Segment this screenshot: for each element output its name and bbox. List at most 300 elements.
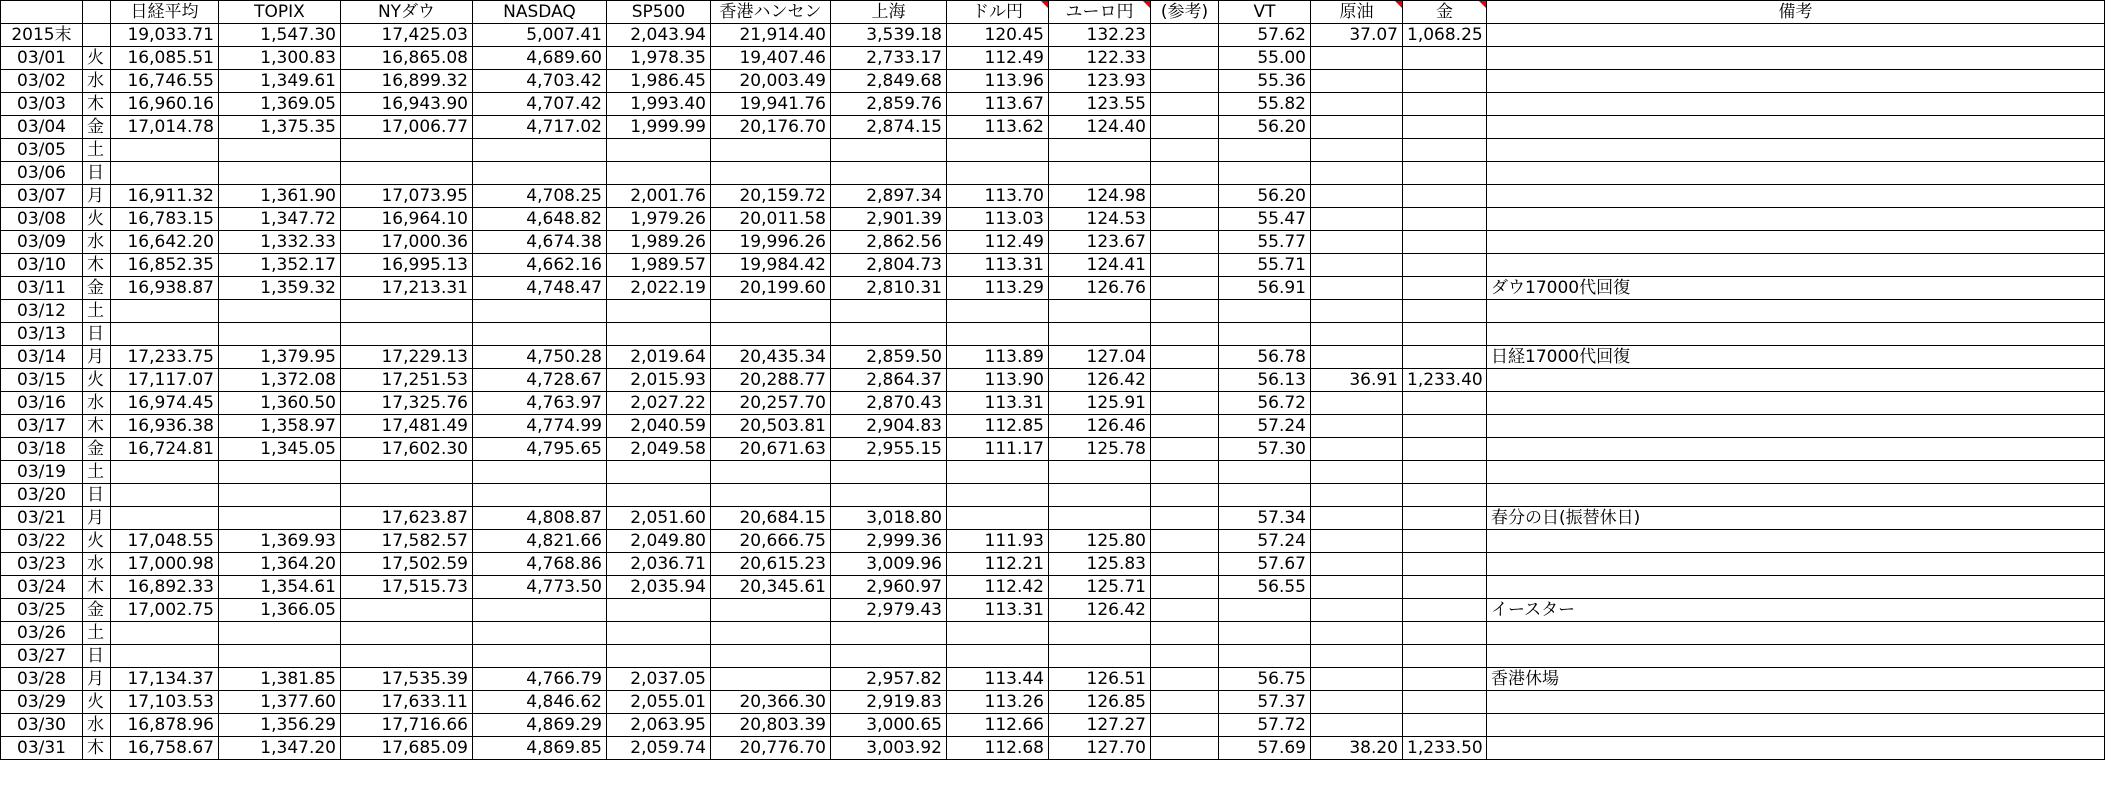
cell-sp500[interactable]: 2,019.64 xyxy=(607,346,711,369)
cell-nasdaq[interactable]: 4,766.79 xyxy=(473,668,607,691)
cell-topix[interactable] xyxy=(219,484,341,507)
cell-gold[interactable]: 1,233.50 xyxy=(1403,737,1487,760)
cell-hang-seng[interactable] xyxy=(711,323,831,346)
cell-vt[interactable]: 57.24 xyxy=(1219,415,1311,438)
cell-hang-seng[interactable]: 19,984.42 xyxy=(711,254,831,277)
cell-usd-jpy[interactable]: 111.93 xyxy=(947,530,1049,553)
cell-nasdaq[interactable] xyxy=(473,139,607,162)
cell-vt[interactable]: 55.00 xyxy=(1219,47,1311,70)
cell-reference[interactable] xyxy=(1151,714,1219,737)
cell-gold[interactable] xyxy=(1403,599,1487,622)
cell-sp500[interactable] xyxy=(607,622,711,645)
cell-shanghai[interactable]: 2,862.56 xyxy=(831,231,947,254)
cell-notes[interactable] xyxy=(1487,461,2105,484)
cell-notes[interactable] xyxy=(1487,70,2105,93)
cell-weekday[interactable]: 水 xyxy=(83,392,111,415)
cell-nasdaq[interactable]: 4,708.25 xyxy=(473,185,607,208)
cell-eur-jpy[interactable]: 126.51 xyxy=(1049,668,1151,691)
cell-hang-seng[interactable]: 20,435.34 xyxy=(711,346,831,369)
cell-sp500[interactable]: 2,040.59 xyxy=(607,415,711,438)
cell-notes[interactable] xyxy=(1487,714,2105,737)
cell-topix[interactable] xyxy=(219,323,341,346)
cell-date[interactable]: 03/26 xyxy=(1,622,83,645)
cell-eur-jpy[interactable]: 126.76 xyxy=(1049,277,1151,300)
cell-sp500[interactable]: 1,986.45 xyxy=(607,70,711,93)
cell-topix[interactable]: 1,354.61 xyxy=(219,576,341,599)
cell-weekday[interactable]: 水 xyxy=(83,714,111,737)
cell-weekday[interactable]: 土 xyxy=(83,622,111,645)
cell-vt[interactable]: 57.24 xyxy=(1219,530,1311,553)
cell-crude-oil[interactable] xyxy=(1311,668,1403,691)
cell-date[interactable]: 03/07 xyxy=(1,185,83,208)
cell-hang-seng[interactable]: 20,199.60 xyxy=(711,277,831,300)
cell-gold[interactable] xyxy=(1403,139,1487,162)
cell-vt[interactable] xyxy=(1219,599,1311,622)
cell-nasdaq[interactable] xyxy=(473,323,607,346)
cell-hang-seng[interactable] xyxy=(711,139,831,162)
cell-shanghai[interactable]: 3,018.80 xyxy=(831,507,947,530)
cell-shanghai[interactable]: 2,859.50 xyxy=(831,346,947,369)
cell-shanghai[interactable]: 2,955.15 xyxy=(831,438,947,461)
cell-vt[interactable]: 57.62 xyxy=(1219,24,1311,47)
cell-ny-dow[interactable]: 17,000.36 xyxy=(341,231,473,254)
cell-eur-jpy[interactable]: 125.91 xyxy=(1049,392,1151,415)
cell-usd-jpy[interactable]: 112.66 xyxy=(947,714,1049,737)
header-nikkei[interactable]: 日経平均 xyxy=(111,1,219,24)
cell-gold[interactable] xyxy=(1403,484,1487,507)
cell-shanghai[interactable]: 3,000.65 xyxy=(831,714,947,737)
cell-date[interactable]: 03/10 xyxy=(1,254,83,277)
cell-nasdaq[interactable] xyxy=(473,622,607,645)
cell-eur-jpy[interactable]: 124.98 xyxy=(1049,185,1151,208)
cell-nasdaq[interactable] xyxy=(473,599,607,622)
cell-nikkei[interactable]: 16,783.15 xyxy=(111,208,219,231)
cell-crude-oil[interactable] xyxy=(1311,507,1403,530)
cell-usd-jpy[interactable]: 113.31 xyxy=(947,254,1049,277)
cell-usd-jpy[interactable]: 113.31 xyxy=(947,599,1049,622)
header-sp500[interactable]: SP500 xyxy=(607,1,711,24)
cell-weekday[interactable]: 火 xyxy=(83,369,111,392)
header-usd-jpy[interactable]: ドル円 xyxy=(947,1,1049,24)
cell-hang-seng[interactable]: 19,407.46 xyxy=(711,47,831,70)
cell-shanghai[interactable]: 2,919.83 xyxy=(831,691,947,714)
cell-nikkei[interactable]: 16,960.16 xyxy=(111,93,219,116)
cell-vt[interactable] xyxy=(1219,300,1311,323)
cell-usd-jpy[interactable]: 113.70 xyxy=(947,185,1049,208)
cell-date[interactable]: 03/17 xyxy=(1,415,83,438)
cell-weekday[interactable]: 火 xyxy=(83,530,111,553)
header-reference[interactable]: (参考) xyxy=(1151,1,1219,24)
cell-gold[interactable] xyxy=(1403,553,1487,576)
cell-shanghai[interactable]: 2,804.73 xyxy=(831,254,947,277)
cell-sp500[interactable]: 2,055.01 xyxy=(607,691,711,714)
cell-notes[interactable] xyxy=(1487,553,2105,576)
cell-gold[interactable] xyxy=(1403,530,1487,553)
cell-usd-jpy[interactable] xyxy=(947,645,1049,668)
cell-gold[interactable] xyxy=(1403,691,1487,714)
cell-nikkei[interactable]: 16,746.55 xyxy=(111,70,219,93)
cell-ny-dow[interactable]: 17,716.66 xyxy=(341,714,473,737)
cell-ny-dow[interactable]: 17,633.11 xyxy=(341,691,473,714)
cell-topix[interactable]: 1,364.20 xyxy=(219,553,341,576)
cell-hang-seng[interactable]: 21,914.40 xyxy=(711,24,831,47)
cell-eur-jpy[interactable]: 125.78 xyxy=(1049,438,1151,461)
cell-shanghai[interactable]: 2,733.17 xyxy=(831,47,947,70)
cell-nikkei[interactable] xyxy=(111,461,219,484)
cell-vt[interactable]: 57.69 xyxy=(1219,737,1311,760)
cell-weekday[interactable]: 金 xyxy=(83,438,111,461)
cell-sp500[interactable] xyxy=(607,645,711,668)
cell-vt[interactable] xyxy=(1219,162,1311,185)
cell-reference[interactable] xyxy=(1151,737,1219,760)
cell-notes[interactable] xyxy=(1487,231,2105,254)
cell-eur-jpy[interactable] xyxy=(1049,162,1151,185)
cell-crude-oil[interactable] xyxy=(1311,461,1403,484)
cell-notes[interactable]: 春分の日(振替休日) xyxy=(1487,507,2105,530)
cell-notes[interactable] xyxy=(1487,392,2105,415)
cell-date[interactable]: 03/16 xyxy=(1,392,83,415)
cell-shanghai[interactable]: 2,874.15 xyxy=(831,116,947,139)
cell-date[interactable]: 03/09 xyxy=(1,231,83,254)
cell-weekday[interactable]: 金 xyxy=(83,116,111,139)
cell-ny-dow[interactable] xyxy=(341,300,473,323)
cell-ny-dow[interactable]: 17,502.59 xyxy=(341,553,473,576)
cell-ny-dow[interactable]: 17,582.57 xyxy=(341,530,473,553)
cell-topix[interactable] xyxy=(219,507,341,530)
cell-ny-dow[interactable]: 16,899.32 xyxy=(341,70,473,93)
cell-sp500[interactable] xyxy=(607,300,711,323)
cell-topix[interactable] xyxy=(219,622,341,645)
cell-crude-oil[interactable] xyxy=(1311,93,1403,116)
cell-sp500[interactable]: 2,035.94 xyxy=(607,576,711,599)
cell-ny-dow[interactable]: 17,425.03 xyxy=(341,24,473,47)
cell-topix[interactable]: 1,345.05 xyxy=(219,438,341,461)
cell-nasdaq[interactable]: 4,768.86 xyxy=(473,553,607,576)
cell-sp500[interactable] xyxy=(607,139,711,162)
cell-usd-jpy[interactable] xyxy=(947,162,1049,185)
cell-vt[interactable]: 55.77 xyxy=(1219,231,1311,254)
cell-eur-jpy[interactable]: 127.27 xyxy=(1049,714,1151,737)
cell-weekday[interactable]: 水 xyxy=(83,70,111,93)
cell-shanghai[interactable]: 2,864.37 xyxy=(831,369,947,392)
header-date[interactable] xyxy=(1,1,83,24)
cell-topix[interactable]: 1,356.29 xyxy=(219,714,341,737)
cell-sp500[interactable]: 2,015.93 xyxy=(607,369,711,392)
cell-hang-seng[interactable]: 20,003.49 xyxy=(711,70,831,93)
cell-eur-jpy[interactable]: 124.40 xyxy=(1049,116,1151,139)
cell-ny-dow[interactable] xyxy=(341,323,473,346)
cell-nasdaq[interactable]: 4,750.28 xyxy=(473,346,607,369)
cell-gold[interactable] xyxy=(1403,576,1487,599)
cell-eur-jpy[interactable]: 123.93 xyxy=(1049,70,1151,93)
header-shanghai[interactable]: 上海 xyxy=(831,1,947,24)
cell-notes[interactable] xyxy=(1487,691,2105,714)
cell-usd-jpy[interactable] xyxy=(947,300,1049,323)
cell-topix[interactable] xyxy=(219,645,341,668)
cell-vt[interactable]: 56.78 xyxy=(1219,346,1311,369)
cell-usd-jpy[interactable]: 111.17 xyxy=(947,438,1049,461)
cell-sp500[interactable]: 2,022.19 xyxy=(607,277,711,300)
cell-weekday[interactable]: 火 xyxy=(83,691,111,714)
cell-ny-dow[interactable]: 17,602.30 xyxy=(341,438,473,461)
cell-sp500[interactable]: 2,049.80 xyxy=(607,530,711,553)
header-ny-dow[interactable]: NYダウ xyxy=(341,1,473,24)
cell-weekday[interactable]: 月 xyxy=(83,668,111,691)
cell-hang-seng[interactable] xyxy=(711,461,831,484)
cell-topix[interactable]: 1,372.08 xyxy=(219,369,341,392)
cell-hang-seng[interactable]: 20,803.39 xyxy=(711,714,831,737)
cell-reference[interactable] xyxy=(1151,507,1219,530)
cell-weekday[interactable]: 月 xyxy=(83,185,111,208)
cell-notes[interactable] xyxy=(1487,162,2105,185)
cell-nikkei[interactable] xyxy=(111,300,219,323)
cell-date[interactable]: 03/25 xyxy=(1,599,83,622)
cell-topix[interactable]: 1,358.97 xyxy=(219,415,341,438)
cell-usd-jpy[interactable] xyxy=(947,461,1049,484)
cell-vt[interactable] xyxy=(1219,484,1311,507)
cell-shanghai[interactable]: 2,979.43 xyxy=(831,599,947,622)
cell-ny-dow[interactable]: 17,481.49 xyxy=(341,415,473,438)
cell-topix[interactable]: 1,547.30 xyxy=(219,24,341,47)
cell-notes[interactable] xyxy=(1487,93,2105,116)
cell-topix[interactable] xyxy=(219,139,341,162)
cell-date[interactable]: 03/03 xyxy=(1,93,83,116)
cell-reference[interactable] xyxy=(1151,346,1219,369)
cell-nasdaq[interactable] xyxy=(473,162,607,185)
cell-usd-jpy[interactable]: 112.21 xyxy=(947,553,1049,576)
header-notes[interactable]: 備考 xyxy=(1487,1,2105,24)
cell-nasdaq[interactable]: 4,846.62 xyxy=(473,691,607,714)
header-crude-oil[interactable]: 原油 xyxy=(1311,1,1403,24)
cell-reference[interactable] xyxy=(1151,438,1219,461)
cell-nasdaq[interactable]: 4,689.60 xyxy=(473,47,607,70)
cell-shanghai[interactable] xyxy=(831,300,947,323)
cell-date[interactable]: 03/04 xyxy=(1,116,83,139)
cell-reference[interactable] xyxy=(1151,415,1219,438)
cell-nikkei[interactable] xyxy=(111,162,219,185)
cell-notes[interactable] xyxy=(1487,47,2105,70)
cell-nasdaq[interactable]: 4,728.67 xyxy=(473,369,607,392)
cell-eur-jpy[interactable]: 125.80 xyxy=(1049,530,1151,553)
cell-crude-oil[interactable] xyxy=(1311,415,1403,438)
cell-vt[interactable] xyxy=(1219,461,1311,484)
cell-crude-oil[interactable] xyxy=(1311,139,1403,162)
cell-notes[interactable] xyxy=(1487,116,2105,139)
cell-notes[interactable]: 日経17000代回復 xyxy=(1487,346,2105,369)
cell-crude-oil[interactable] xyxy=(1311,323,1403,346)
cell-usd-jpy[interactable] xyxy=(947,622,1049,645)
cell-shanghai[interactable]: 2,960.97 xyxy=(831,576,947,599)
cell-nasdaq[interactable]: 4,795.65 xyxy=(473,438,607,461)
cell-nikkei[interactable]: 16,938.87 xyxy=(111,277,219,300)
cell-sp500[interactable]: 2,043.94 xyxy=(607,24,711,47)
cell-notes[interactable]: 香港休場 xyxy=(1487,668,2105,691)
cell-crude-oil[interactable]: 38.20 xyxy=(1311,737,1403,760)
cell-shanghai[interactable]: 2,957.82 xyxy=(831,668,947,691)
cell-topix[interactable]: 1,347.72 xyxy=(219,208,341,231)
cell-shanghai[interactable]: 2,904.83 xyxy=(831,415,947,438)
cell-reference[interactable] xyxy=(1151,139,1219,162)
cell-date[interactable]: 03/05 xyxy=(1,139,83,162)
cell-crude-oil[interactable] xyxy=(1311,530,1403,553)
cell-nasdaq[interactable]: 4,763.97 xyxy=(473,392,607,415)
cell-vt[interactable]: 56.72 xyxy=(1219,392,1311,415)
cell-usd-jpy[interactable] xyxy=(947,484,1049,507)
cell-topix[interactable]: 1,332.33 xyxy=(219,231,341,254)
cell-shanghai[interactable]: 2,897.34 xyxy=(831,185,947,208)
cell-date[interactable]: 03/21 xyxy=(1,507,83,530)
cell-reference[interactable] xyxy=(1151,599,1219,622)
cell-weekday[interactable]: 日 xyxy=(83,484,111,507)
cell-vt[interactable]: 55.47 xyxy=(1219,208,1311,231)
cell-eur-jpy[interactable] xyxy=(1049,323,1151,346)
cell-nasdaq[interactable]: 4,662.16 xyxy=(473,254,607,277)
cell-reference[interactable] xyxy=(1151,277,1219,300)
cell-nikkei[interactable]: 19,033.71 xyxy=(111,24,219,47)
cell-nasdaq[interactable] xyxy=(473,645,607,668)
cell-sp500[interactable]: 2,049.58 xyxy=(607,438,711,461)
cell-crude-oil[interactable] xyxy=(1311,438,1403,461)
cell-date[interactable]: 03/30 xyxy=(1,714,83,737)
cell-topix[interactable]: 1,375.35 xyxy=(219,116,341,139)
cell-date[interactable]: 03/23 xyxy=(1,553,83,576)
cell-gold[interactable] xyxy=(1403,277,1487,300)
cell-gold[interactable] xyxy=(1403,231,1487,254)
cell-nikkei[interactable]: 16,878.96 xyxy=(111,714,219,737)
cell-hang-seng[interactable] xyxy=(711,668,831,691)
cell-gold[interactable] xyxy=(1403,392,1487,415)
cell-sp500[interactable]: 1,978.35 xyxy=(607,47,711,70)
cell-crude-oil[interactable] xyxy=(1311,116,1403,139)
cell-hang-seng[interactable] xyxy=(711,300,831,323)
cell-date[interactable]: 03/29 xyxy=(1,691,83,714)
cell-vt[interactable] xyxy=(1219,139,1311,162)
cell-eur-jpy[interactable]: 124.53 xyxy=(1049,208,1151,231)
cell-eur-jpy[interactable] xyxy=(1049,507,1151,530)
cell-usd-jpy[interactable]: 112.85 xyxy=(947,415,1049,438)
cell-gold[interactable] xyxy=(1403,714,1487,737)
cell-vt[interactable]: 57.67 xyxy=(1219,553,1311,576)
cell-sp500[interactable]: 1,989.57 xyxy=(607,254,711,277)
cell-reference[interactable] xyxy=(1151,576,1219,599)
cell-eur-jpy[interactable]: 127.04 xyxy=(1049,346,1151,369)
cell-eur-jpy[interactable]: 125.83 xyxy=(1049,553,1151,576)
cell-date[interactable]: 03/15 xyxy=(1,369,83,392)
cell-reference[interactable] xyxy=(1151,668,1219,691)
cell-weekday[interactable]: 水 xyxy=(83,553,111,576)
header-hang-seng[interactable]: 香港ハンセン xyxy=(711,1,831,24)
cell-ny-dow[interactable]: 17,073.95 xyxy=(341,185,473,208)
cell-nasdaq[interactable] xyxy=(473,300,607,323)
cell-date[interactable]: 03/19 xyxy=(1,461,83,484)
cell-sp500[interactable] xyxy=(607,484,711,507)
cell-gold[interactable]: 1,233.40 xyxy=(1403,369,1487,392)
cell-hang-seng[interactable]: 20,684.15 xyxy=(711,507,831,530)
cell-hang-seng[interactable]: 20,257.70 xyxy=(711,392,831,415)
cell-weekday[interactable]: 土 xyxy=(83,139,111,162)
cell-hang-seng[interactable]: 19,941.76 xyxy=(711,93,831,116)
cell-ny-dow[interactable]: 17,213.31 xyxy=(341,277,473,300)
cell-nasdaq[interactable]: 4,774.99 xyxy=(473,415,607,438)
cell-crude-oil[interactable] xyxy=(1311,691,1403,714)
cell-date[interactable]: 03/06 xyxy=(1,162,83,185)
cell-gold[interactable] xyxy=(1403,47,1487,70)
cell-crude-oil[interactable]: 37.07 xyxy=(1311,24,1403,47)
cell-sp500[interactable]: 2,027.22 xyxy=(607,392,711,415)
cell-nikkei[interactable]: 17,014.78 xyxy=(111,116,219,139)
cell-shanghai[interactable] xyxy=(831,162,947,185)
cell-notes[interactable] xyxy=(1487,24,2105,47)
cell-topix[interactable]: 1,377.60 xyxy=(219,691,341,714)
cell-gold[interactable] xyxy=(1403,208,1487,231)
cell-ny-dow[interactable]: 16,964.10 xyxy=(341,208,473,231)
cell-nasdaq[interactable]: 4,703.42 xyxy=(473,70,607,93)
cell-usd-jpy[interactable]: 113.26 xyxy=(947,691,1049,714)
cell-weekday[interactable]: 水 xyxy=(83,231,111,254)
cell-nasdaq[interactable] xyxy=(473,461,607,484)
cell-vt[interactable]: 55.71 xyxy=(1219,254,1311,277)
cell-usd-jpy[interactable] xyxy=(947,323,1049,346)
cell-weekday[interactable]: 日 xyxy=(83,645,111,668)
cell-usd-jpy[interactable]: 112.42 xyxy=(947,576,1049,599)
cell-gold[interactable]: 1,068.25 xyxy=(1403,24,1487,47)
cell-reference[interactable] xyxy=(1151,116,1219,139)
header-topix[interactable]: TOPIX xyxy=(219,1,341,24)
cell-hang-seng[interactable]: 19,996.26 xyxy=(711,231,831,254)
cell-weekday[interactable]: 土 xyxy=(83,300,111,323)
cell-crude-oil[interactable] xyxy=(1311,185,1403,208)
cell-nasdaq[interactable]: 4,821.66 xyxy=(473,530,607,553)
cell-hang-seng[interactable]: 20,503.81 xyxy=(711,415,831,438)
cell-notes[interactable] xyxy=(1487,530,2105,553)
cell-topix[interactable] xyxy=(219,162,341,185)
cell-nikkei[interactable]: 17,002.75 xyxy=(111,599,219,622)
cell-usd-jpy[interactable]: 113.96 xyxy=(947,70,1049,93)
cell-eur-jpy[interactable] xyxy=(1049,622,1151,645)
cell-ny-dow[interactable]: 17,685.09 xyxy=(341,737,473,760)
cell-usd-jpy[interactable] xyxy=(947,139,1049,162)
cell-gold[interactable] xyxy=(1403,162,1487,185)
cell-nikkei[interactable]: 16,758.67 xyxy=(111,737,219,760)
cell-ny-dow[interactable]: 16,943.90 xyxy=(341,93,473,116)
cell-hang-seng[interactable] xyxy=(711,645,831,668)
cell-nasdaq[interactable]: 4,748.47 xyxy=(473,277,607,300)
cell-usd-jpy[interactable]: 112.49 xyxy=(947,231,1049,254)
cell-gold[interactable] xyxy=(1403,116,1487,139)
cell-shanghai[interactable]: 3,539.18 xyxy=(831,24,947,47)
cell-eur-jpy[interactable]: 132.23 xyxy=(1049,24,1151,47)
cell-reference[interactable] xyxy=(1151,70,1219,93)
cell-ny-dow[interactable] xyxy=(341,599,473,622)
cell-sp500[interactable]: 2,036.71 xyxy=(607,553,711,576)
cell-usd-jpy[interactable]: 113.44 xyxy=(947,668,1049,691)
cell-ny-dow[interactable]: 17,535.39 xyxy=(341,668,473,691)
cell-gold[interactable] xyxy=(1403,438,1487,461)
cell-ny-dow[interactable]: 17,251.53 xyxy=(341,369,473,392)
cell-crude-oil[interactable] xyxy=(1311,484,1403,507)
cell-nikkei[interactable] xyxy=(111,507,219,530)
cell-nikkei[interactable] xyxy=(111,622,219,645)
cell-eur-jpy[interactable]: 126.42 xyxy=(1049,369,1151,392)
cell-vt[interactable] xyxy=(1219,645,1311,668)
cell-reference[interactable] xyxy=(1151,185,1219,208)
cell-eur-jpy[interactable] xyxy=(1049,461,1151,484)
cell-topix[interactable]: 1,359.32 xyxy=(219,277,341,300)
cell-nasdaq[interactable]: 4,869.29 xyxy=(473,714,607,737)
cell-nikkei[interactable]: 17,000.98 xyxy=(111,553,219,576)
cell-reference[interactable] xyxy=(1151,162,1219,185)
cell-nikkei[interactable]: 17,134.37 xyxy=(111,668,219,691)
